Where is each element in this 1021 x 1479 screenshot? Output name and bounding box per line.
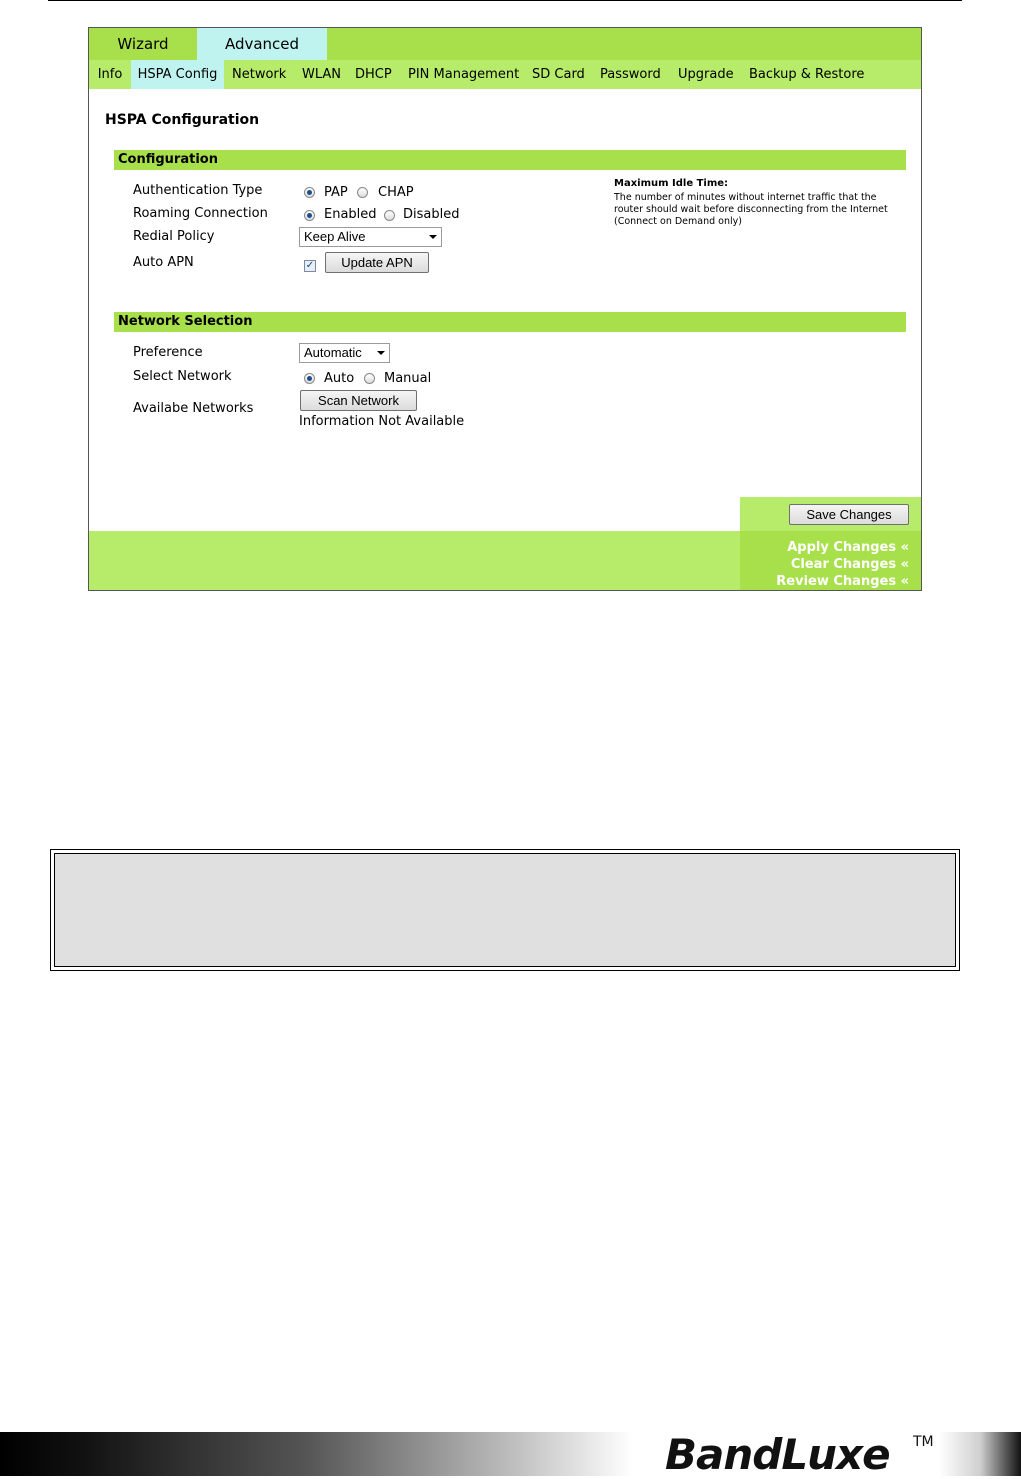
auth-pap-label: PAP — [324, 185, 348, 200]
roaming-label: Roaming Connection — [133, 206, 268, 221]
auth-chap-label: CHAP — [378, 185, 414, 200]
sub-tab-bar — [89, 60, 921, 89]
help-text: The number of minutes without internet traffic that the router should wait before disconnecting from the Internet (Connect on Demand only) — [614, 192, 888, 227]
roaming-enabled-radio[interactable] — [304, 210, 315, 221]
redial-policy-value: Keep Alive — [304, 229, 366, 244]
auth-pap-radio[interactable] — [304, 187, 315, 198]
select-network-label: Select Network — [133, 369, 232, 384]
help-title: Maximum Idle Time: — [614, 178, 729, 189]
clear-changes-link[interactable]: Clear Changes « — [790, 557, 909, 572]
auto-apn-label: Auto APN — [133, 255, 194, 270]
tab-backup-restore[interactable]: Backup & Restore — [749, 67, 865, 82]
tab-advanced[interactable]: Advanced — [197, 28, 327, 60]
apply-changes-link[interactable]: Apply Changes « — [787, 540, 909, 555]
tab-upgrade[interactable]: Upgrade — [678, 67, 734, 82]
roaming-enabled-label: Enabled — [324, 207, 377, 222]
page-title: HSPA Configuration — [105, 112, 260, 128]
tab-hspa-config[interactable]: HSPA Config — [131, 60, 224, 89]
checkmark-icon: ✓ — [305, 260, 315, 271]
footer-bar — [89, 531, 921, 590]
footer-actions — [740, 531, 921, 590]
available-networks-label: Availabe Networks — [133, 401, 254, 416]
network-selection-header: Network Selection — [114, 312, 906, 332]
tab-wizard[interactable]: Wizard — [89, 28, 197, 60]
preference-value: Automatic — [304, 345, 362, 360]
chevron-down-icon — [377, 351, 385, 355]
router-config-window — [88, 27, 922, 591]
redial-policy-label: Redial Policy — [133, 229, 215, 244]
roaming-disabled-radio[interactable] — [384, 210, 395, 221]
tab-dhcp[interactable]: DHCP — [355, 67, 392, 82]
preference-label: Preference — [133, 345, 203, 360]
update-apn-button[interactable]: Update APN — [325, 252, 429, 273]
redial-policy-select[interactable] — [299, 227, 442, 247]
page-top-rule — [48, 0, 962, 1]
preference-select[interactable] — [299, 343, 390, 363]
tab-wlan[interactable]: WLAN — [302, 67, 342, 82]
auth-chap-radio[interactable] — [357, 187, 368, 198]
main-tab-bar — [89, 28, 921, 60]
auto-apn-checkbox[interactable] — [304, 260, 316, 272]
roaming-disabled-label: Disabled — [403, 207, 460, 222]
networks-info-text: Information Not Available — [299, 414, 465, 429]
note-box-inner — [54, 853, 956, 967]
tab-sd-card[interactable]: SD Card — [532, 67, 585, 82]
tab-password[interactable]: Password — [600, 67, 661, 82]
configuration-header: Configuration — [114, 150, 906, 170]
trademark-mark: TM — [913, 1434, 934, 1450]
tab-network[interactable]: Network — [232, 67, 287, 82]
auth-type-label: Authentication Type — [133, 183, 263, 198]
network-manual-label: Manual — [384, 371, 432, 386]
note-box — [50, 849, 960, 971]
save-area — [740, 497, 921, 531]
network-manual-radio[interactable] — [364, 373, 375, 384]
bandluxe-logo: BandLuxe — [665, 1430, 890, 1479]
network-auto-label: Auto — [324, 371, 355, 386]
chevron-down-icon — [429, 235, 437, 239]
review-changes-link[interactable]: Review Changes « — [776, 574, 909, 589]
save-changes-button[interactable]: Save Changes — [789, 504, 909, 525]
network-auto-radio[interactable] — [304, 373, 315, 384]
scan-network-button[interactable]: Scan Network — [300, 390, 417, 411]
tab-pin-management[interactable]: PIN Management — [408, 67, 520, 82]
tab-info[interactable]: Info — [97, 67, 123, 82]
